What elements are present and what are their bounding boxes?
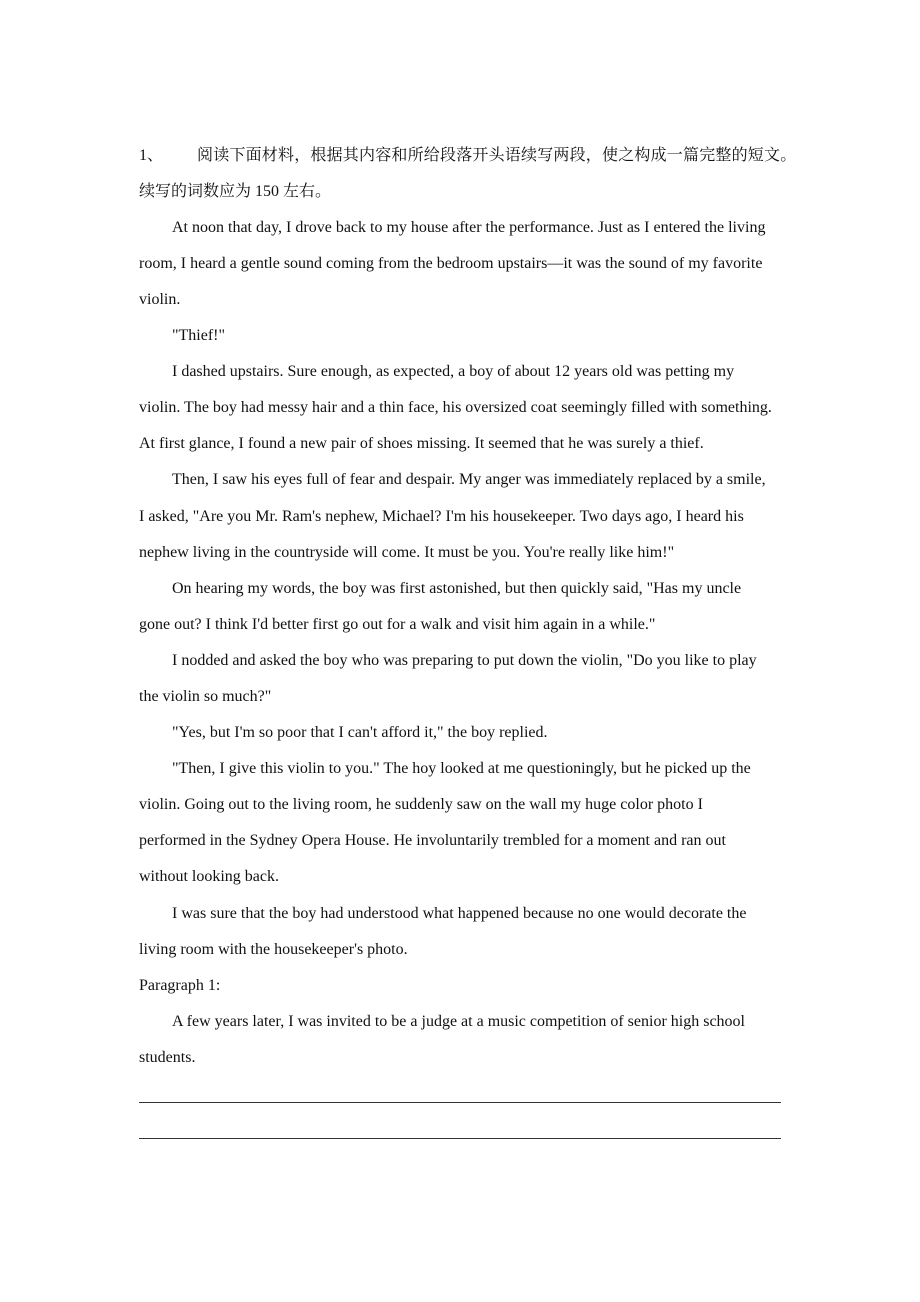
story-line: On hearing my words, the boy was first astonished, but then quickly said, "Has my uncle	[172, 580, 742, 597]
story-line: At noon that day, I drove back to my house after the performance. Just as I entered the living	[172, 219, 766, 236]
paragraph-label: Paragraph 1:	[139, 977, 221, 994]
story-line: Then, I saw his eyes full of fear and despair. My anger was immediately replaced by a smile,	[172, 471, 766, 488]
story-line: At first glance, I found a new pair of shoes missing. It seemed that he was surely a thief.	[139, 435, 704, 452]
story-line: violin. The boy had messy hair and a thin face, his oversized coat seemingly filled with something.	[139, 399, 772, 416]
story-line: gone out? I think I'd better first go out for a walk and visit him again in a while."	[139, 616, 656, 633]
question-instruction-line1: 阅读下面材料，根据其内容和所给段落开头语续写两段，使之构成一篇完整的短文。	[197, 147, 797, 164]
story-line: nephew living in the countryside will come. It must be you. You're really like him!"	[139, 544, 675, 561]
story-line: "Thief!"	[172, 327, 226, 344]
answer-writing-line[interactable]	[139, 1102, 781, 1103]
story-line: "Yes, but I'm so poor that I can't afford it," the boy replied.	[172, 724, 548, 741]
answer-writing-line[interactable]	[139, 1138, 781, 1139]
continuation-prompt-line: students.	[139, 1049, 196, 1066]
story-line: performed in the Sydney Opera House. He involuntarily trembled for a moment and ran out	[139, 832, 726, 849]
question-instruction-line2: 续写的词数应为 150 左右。	[139, 183, 332, 200]
story-line: "Then, I give this violin to you." The hoy looked at me questioningly, but he picked up the	[172, 760, 751, 777]
story-line: the violin so much?"	[139, 688, 272, 705]
continuation-prompt-line: A few years later, I was invited to be a judge at a music competition of senior high school	[172, 1013, 745, 1030]
question-number: 1、	[139, 147, 164, 164]
story-line: living room with the housekeeper's photo.	[139, 941, 408, 958]
story-line: without looking back.	[139, 868, 279, 885]
story-line: I nodded and asked the boy who was preparing to put down the violin, "Do you like to play	[172, 652, 757, 669]
story-line: I dashed upstairs. Sure enough, as expected, a boy of about 12 years old was petting my	[172, 363, 735, 380]
story-line: room, I heard a gentle sound coming from the bedroom upstairs—it was the sound of my favorite	[139, 255, 763, 272]
story-line: violin.	[139, 291, 181, 308]
story-line: I asked, "Are you Mr. Ram's nephew, Michael? I'm his housekeeper. Two days ago, I heard his	[139, 508, 744, 525]
story-line: violin. Going out to the living room, he suddenly saw on the wall my huge color photo I	[139, 796, 703, 813]
story-line: I was sure that the boy had understood what happened because no one would decorate the	[172, 905, 747, 922]
